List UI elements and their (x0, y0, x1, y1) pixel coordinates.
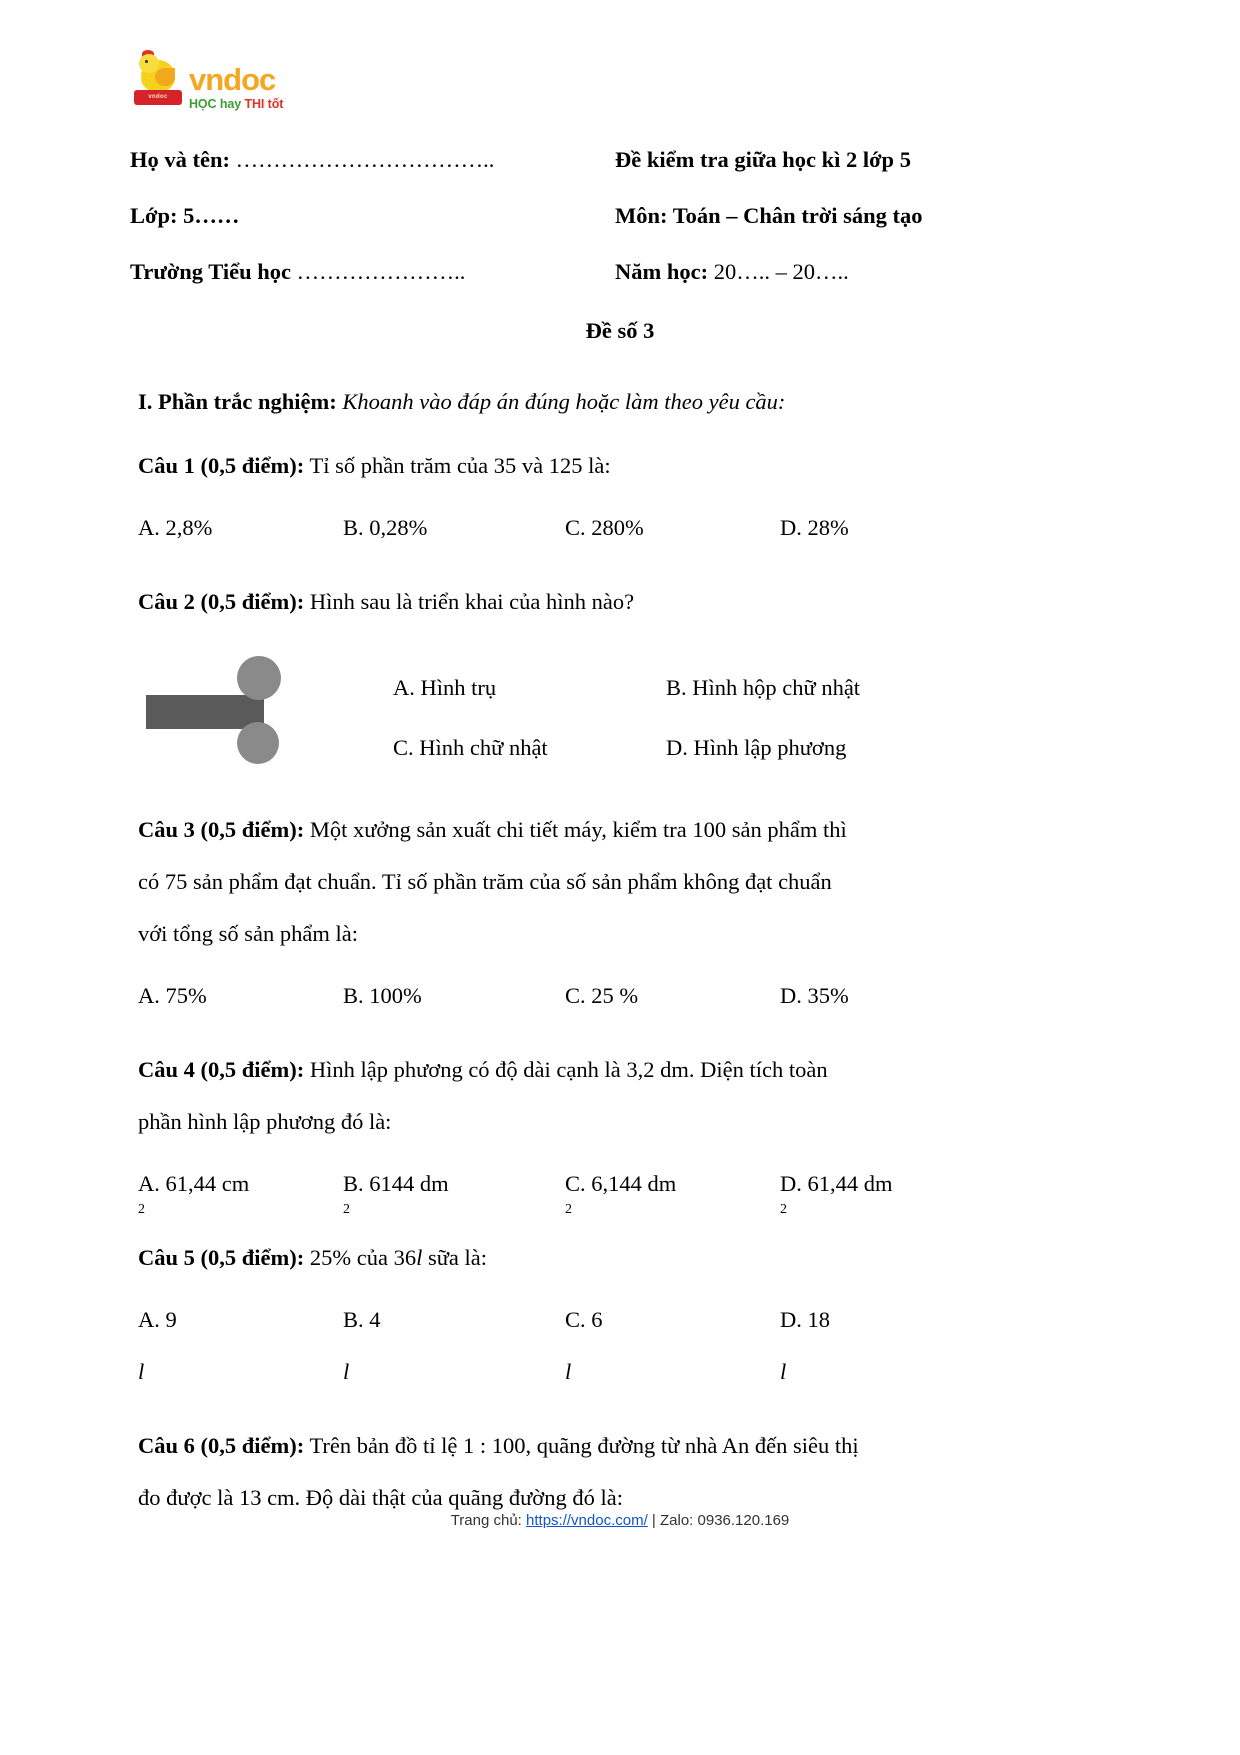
question-4-option-d[interactable]: D. 61,44 dm 2 (780, 1158, 960, 1210)
question-1-text (138, 440, 1018, 492)
school-year-field (615, 244, 849, 300)
question-2-option-b[interactable]: B. Hình hộp chữ nhật (666, 675, 861, 700)
question-5-text (138, 1232, 1018, 1284)
logo-tagline (189, 98, 283, 111)
header-row-name (130, 132, 1110, 188)
question-5-option-d-unit: l (780, 1359, 787, 1384)
question-2-head: Câu 2 (0,5 điểm): (138, 589, 305, 614)
question-1-options (138, 502, 1018, 554)
question-1-option-d[interactable]: D. 28% (780, 515, 849, 540)
question-4-option-d-text: D. 61,44 dm (780, 1171, 893, 1196)
question-1-option-a[interactable]: A. 2,8% (138, 515, 213, 540)
school-dots: ………………….. (291, 259, 466, 284)
school-label: Trường Tiểu học (130, 259, 291, 284)
question-1-head: Câu 1 (0,5 điểm): (138, 453, 305, 478)
section-label: I. Phần trắc nghiệm: (138, 389, 337, 414)
question-4-option-a[interactable]: A. 61,44 cm 2 (138, 1158, 343, 1210)
question-6-head: Câu 6 (0,5 điểm): (138, 1433, 305, 1458)
question-4-options (138, 1158, 1018, 1217)
question-5-option-c-unit: l (565, 1359, 572, 1384)
question-5-option-a-unit: l (138, 1359, 145, 1384)
question-1-option-c[interactable]: C. 280% (565, 515, 644, 540)
question-3-text-line1 (138, 804, 1018, 856)
vndoc-logo (133, 48, 283, 110)
question-4-head: Câu 4 (0,5 điểm): (138, 1057, 305, 1082)
question-1-body: Tỉ số phần trăm của 35 và 125 là: (304, 453, 611, 478)
chick-head-shape (139, 54, 159, 73)
header-row-school (130, 244, 1110, 300)
question-4-option-a-text: A. 61,44 cm (138, 1171, 250, 1196)
question-2-options-row-2 (393, 718, 1018, 778)
question-3-options (138, 970, 1018, 1022)
question-4-option-c-text: C. 6,144 dm (565, 1171, 677, 1196)
question-2-options (393, 650, 1018, 778)
section-instruction: Khoanh vào đáp án đúng hoặc làm theo yêu cầu: (336, 389, 786, 414)
class-field: Lớp: 5…… (130, 203, 240, 228)
footer-suffix: | Zalo: 0936.120.169 (647, 1512, 790, 1529)
question-2-option-d[interactable]: D. Hình lập phương (666, 735, 847, 760)
question-5-option-c-text: C. 6 (565, 1307, 603, 1332)
question-3-head: Câu 3 (0,5 điểm): (138, 817, 305, 842)
page-footer (0, 1512, 1240, 1529)
question-3-option-d[interactable]: D. 35% (780, 983, 849, 1008)
school-field (130, 244, 615, 300)
logo-tagline-thi: THI tốt (244, 96, 284, 111)
section-heading (138, 376, 1018, 428)
question-4-option-c[interactable]: C. 6,144 dm 2 (565, 1158, 780, 1210)
question-5-option-a-text: A. 9 (138, 1307, 177, 1332)
page-title: Đề số 3 (585, 318, 655, 343)
question-3-option-b[interactable]: B. 100% (343, 983, 422, 1008)
exam-title-label: Đề kiểm tra giữa học kì 2 lớp 5 (615, 147, 911, 172)
student-name-dots: …………………………….. (230, 147, 495, 172)
question-3-body-1: Một xưởng sản xuất chi tiết máy, kiểm tra 100 sản phẩm thì (304, 817, 847, 842)
question-5-option-a[interactable] (138, 1294, 343, 1398)
question-3-text-line3: với tổng số sản phẩm là: (138, 921, 359, 946)
question-2-option-c[interactable]: C. Hình chữ nhật (393, 735, 548, 760)
question-5-option-b-unit: l (343, 1359, 350, 1384)
question-5-option-b[interactable] (343, 1294, 565, 1398)
question-2-text (138, 576, 1018, 628)
question-6-body-1: Trên bản đồ tỉ lệ 1 : 100, quãng đường từ nhà An đến siêu thị (304, 1433, 859, 1458)
logo-tagline-hoc: HỌC hay (189, 96, 245, 111)
question-5-body-post: sữa là: (422, 1245, 488, 1270)
chick-eye-shape (145, 60, 148, 63)
chick-mascot-icon (133, 52, 185, 110)
question-5-option-d[interactable] (780, 1294, 960, 1398)
exam-header-info (130, 132, 1110, 300)
footer-prefix: Trang chủ: (450, 1512, 527, 1529)
question-6-text-line1 (138, 1420, 1018, 1472)
question-2-block (138, 650, 1018, 778)
school-year-label: Năm học: (615, 259, 709, 284)
question-5-option-b-text: B. 4 (343, 1307, 381, 1332)
chick-wing-shape (155, 68, 175, 86)
student-name-field (130, 132, 615, 188)
subject-field (615, 188, 923, 244)
logo-text-block (189, 61, 284, 111)
question-4-text-line1 (138, 1044, 1018, 1096)
question-5-option-d-text: D. 18 (780, 1307, 830, 1332)
question-5-unit-litre: l (416, 1245, 423, 1270)
question-5-options (138, 1294, 1018, 1398)
question-4-text-line2: phần hình lập phương đó là: (138, 1109, 392, 1134)
question-3-option-a[interactable]: A. 75% (138, 983, 207, 1008)
subject-value: Toán – Chân trời sáng tạo (667, 203, 923, 228)
question-2-body: Hình sau là triển khai của hình nào? (304, 589, 635, 614)
question-3-text-line2: có 75 sản phẩm đạt chuẩn. Tỉ số phần trăm của số sản phẩm không đạt chuẩn (138, 869, 832, 894)
net-rectangle-shape (146, 695, 264, 729)
logo-ribbon: vndoc (134, 90, 182, 105)
question-4-option-b[interactable]: B. 6144 dm 2 (343, 1158, 565, 1210)
header-row-class (130, 188, 1110, 244)
cylinder-net-diagram (138, 650, 393, 768)
exam-content (138, 376, 1018, 1524)
question-6-text-line2: đo được là 13 cm. Độ dài thật của quãng đường đó là: (138, 1485, 623, 1510)
question-4-option-b-text: B. 6144 dm (343, 1171, 449, 1196)
question-4-body-1: Hình lập phương có độ dài cạnh là 3,2 dm. Diện tích toàn (304, 1057, 828, 1082)
question-2-option-a[interactable]: A. Hình trụ (393, 675, 497, 700)
footer-homepage-link[interactable]: https://vndoc.com/ (526, 1512, 648, 1529)
question-3-option-c[interactable]: C. 25 % (565, 983, 639, 1008)
question-5-body-pre: 25% của 36 (304, 1245, 417, 1270)
net-bottom-circle-shape (237, 722, 279, 764)
school-year-value: 20….. – 20….. (708, 259, 849, 284)
student-name-label: Họ và tên: (130, 147, 230, 172)
question-5-head: Câu 5 (0,5 điểm): (138, 1245, 305, 1270)
net-top-circle-shape (237, 656, 281, 700)
logo-wordmark: vndoc (189, 61, 276, 97)
question-5-option-c[interactable] (565, 1294, 780, 1398)
question-2-options-row-1 (393, 658, 1018, 718)
subject-label: Môn: (615, 203, 668, 228)
question-1-option-b[interactable]: B. 0,28% (343, 515, 428, 540)
